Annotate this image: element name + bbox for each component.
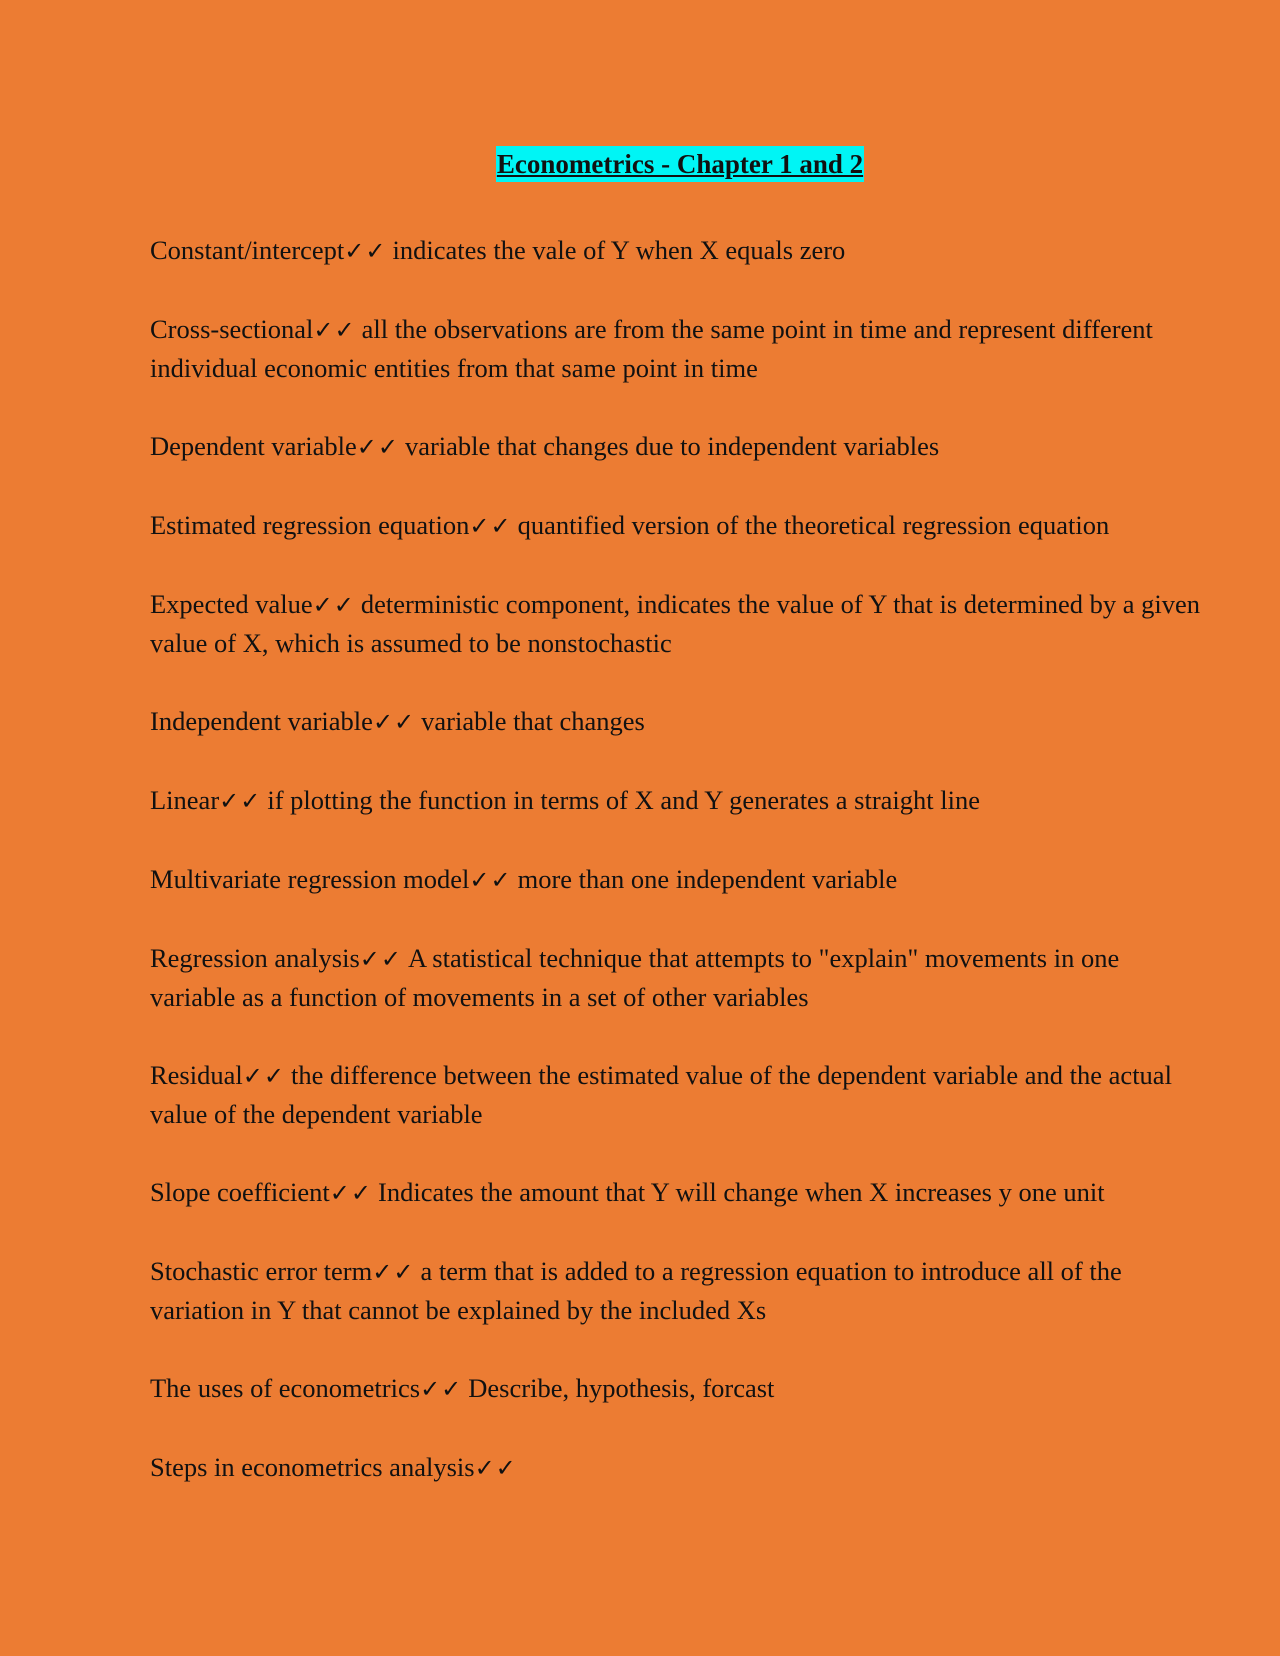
double-check-icon: ✓✓ (329, 1179, 373, 1207)
entry-definition: Indicates the amount that Y will change when X increases y one unit (378, 1177, 1105, 1207)
entry-term: Residual (150, 1060, 243, 1090)
entry-definition: a term that is added to a regression equation to introduce all of the variation in Y that cannot be explained by the included Xs (150, 1256, 1122, 1325)
double-check-icon: ✓✓ (219, 787, 262, 815)
double-check-icon: ✓✓ (344, 237, 387, 265)
entry-definition: deterministic component, indicates the value of Y that is determined by a given value of X, which is assumed to be nonstochastic (150, 589, 1200, 658)
double-check-icon: ✓✓ (469, 866, 512, 894)
double-check-icon: ✓✓ (372, 708, 416, 736)
entry-definition: all the observations are from the same point in time and represent different individual economic entities from that same point in time (150, 314, 1153, 383)
entry-term: Cross-sectional (150, 314, 314, 344)
double-check-icon: ✓✓ (469, 512, 512, 540)
entry-term: Estimated regression equation (150, 510, 470, 540)
glossary-entry (150, 231, 1210, 270)
glossary-entry (150, 1173, 1210, 1212)
double-check-icon: ✓✓ (474, 1454, 517, 1482)
document-page (150, 146, 1210, 1527)
document-title: Econometrics - Chapter 1 and 2 (496, 146, 864, 182)
glossary-entry (150, 585, 1210, 662)
glossary-entry (150, 1252, 1210, 1329)
glossary-entry (150, 1448, 1210, 1487)
entry-definition: A statistical technique that attempts to "explain" movements in one variable as a function of movements in a set of other variables (150, 943, 1120, 1012)
glossary-entry (150, 939, 1210, 1016)
entry-definition: if plotting the function in terms of X and Y generates a straight line (267, 785, 980, 815)
entry-definition: more than one independent variable (517, 864, 898, 894)
entry-definition: quantified version of the theoretical regression equation (517, 510, 1110, 540)
entry-definition: the difference between the estimated value of the dependent variable and the actual value of the dependent variable (150, 1060, 1172, 1129)
entry-term: Slope coefficient (150, 1177, 330, 1207)
entry-term: Dependent variable (150, 431, 357, 461)
entry-term: The uses of econometrics (150, 1373, 421, 1403)
entry-definition: indicates the vale of Y when X equals zero (392, 235, 846, 265)
entry-term: Regression analysis (150, 943, 360, 973)
double-check-icon: ✓✓ (420, 1375, 463, 1403)
entry-term: Linear (150, 785, 220, 815)
glossary-entry (150, 310, 1210, 387)
glossary-entry (150, 506, 1210, 545)
double-check-icon: ✓✓ (313, 316, 356, 344)
double-check-icon: ✓✓ (359, 945, 402, 973)
entry-definition: Describe, hypothesis, forcast (468, 1373, 775, 1403)
entry-definition: variable that changes (421, 706, 645, 736)
glossary-entry (150, 1369, 1210, 1408)
glossary-entry (150, 427, 1210, 466)
double-check-icon: ✓✓ (242, 1062, 285, 1090)
glossary-entry (150, 702, 1210, 741)
entry-term: Stochastic error term (150, 1256, 373, 1286)
glossary-entry (150, 860, 1210, 899)
title-container (150, 146, 1210, 190)
glossary-entry (150, 781, 1210, 820)
entry-term: Multivariate regression model (150, 864, 470, 894)
entry-term: Independent variable (150, 706, 373, 736)
double-check-icon: ✓✓ (372, 1258, 415, 1286)
entry-term: Steps in econometrics analysis (150, 1452, 475, 1482)
glossary-entry (150, 1056, 1210, 1133)
entry-term: Expected value (150, 589, 313, 619)
entry-term: Constant/intercept (150, 235, 345, 265)
double-check-icon: ✓✓ (356, 433, 399, 461)
entry-definition: variable that changes due to independent variables (404, 431, 940, 461)
double-check-icon: ✓✓ (312, 591, 355, 619)
